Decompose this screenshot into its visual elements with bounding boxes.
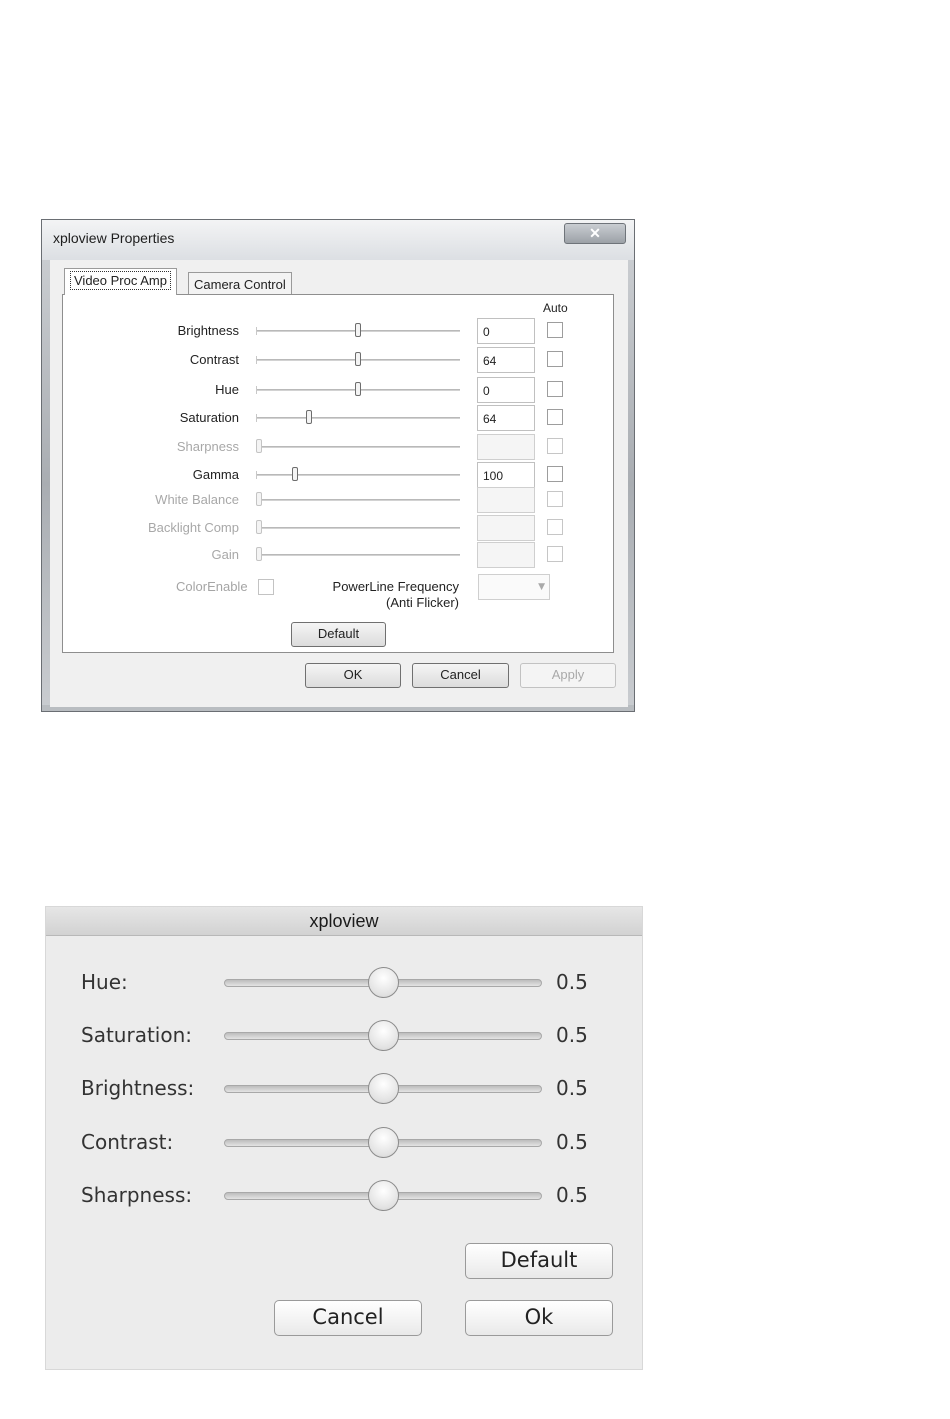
property-slider-thumb[interactable] (256, 439, 262, 453)
property-row (63, 348, 615, 374)
property-value-field[interactable]: 0 (477, 377, 535, 403)
default-button[interactable]: Default (291, 622, 386, 647)
property-slider-track[interactable] (256, 474, 460, 476)
ok-button[interactable]: OK (305, 663, 401, 688)
slider-thumb[interactable] (368, 1073, 399, 1104)
mac-xploview-dialog (45, 906, 643, 1370)
property-value-field (477, 434, 535, 460)
property-slider-thumb[interactable] (355, 323, 361, 337)
slider-thumb[interactable] (368, 1020, 399, 1051)
slider-tick (256, 356, 257, 364)
powerline-frequency-select[interactable] (478, 574, 550, 600)
slider-tick (256, 414, 257, 422)
property-slider-track[interactable] (256, 554, 460, 556)
slider-value: 0.5 (556, 970, 588, 994)
windows-properties-dialog (41, 219, 635, 712)
slider-row (46, 1122, 644, 1162)
property-slider-thumb[interactable] (355, 382, 361, 396)
property-slider-track[interactable] (256, 527, 460, 529)
slider-tick (256, 386, 257, 394)
auto-checkbox[interactable] (547, 491, 563, 507)
property-row (63, 378, 615, 404)
property-slider-thumb[interactable] (256, 520, 262, 534)
property-label: Contrast (189, 352, 239, 367)
powerline-frequency-label (299, 579, 459, 611)
slider-label: Brightness: (81, 1076, 195, 1100)
property-row (63, 319, 615, 345)
property-label: Brightness (177, 323, 239, 338)
property-row (63, 543, 615, 569)
property-value-field[interactable]: 100 (477, 462, 535, 488)
property-slider-thumb[interactable] (256, 547, 262, 561)
property-slider-track[interactable] (256, 417, 460, 419)
window-titlebar[interactable] (46, 907, 642, 936)
tab-label: Camera Control (194, 277, 286, 292)
property-row (63, 488, 615, 514)
property-label: Backlight Comp (147, 520, 239, 535)
property-label: White Balance (155, 492, 239, 507)
slider-thumb[interactable] (368, 1127, 399, 1158)
property-value-field (477, 515, 535, 541)
slider-tick (256, 471, 257, 479)
color-enable-checkbox[interactable] (258, 579, 274, 595)
apply-button[interactable]: Apply (520, 663, 616, 688)
auto-checkbox[interactable] (547, 466, 563, 482)
property-slider-track[interactable] (256, 499, 460, 501)
cancel-button[interactable]: Cancel (274, 1300, 422, 1336)
video-proc-amp-pane (62, 294, 614, 653)
cancel-button[interactable]: Cancel (412, 663, 509, 688)
slider-value: 0.5 (556, 1183, 588, 1207)
property-slider-thumb[interactable] (292, 467, 298, 481)
property-slider-thumb[interactable] (256, 492, 262, 506)
close-button[interactable] (564, 223, 626, 244)
property-row (63, 406, 615, 432)
slider-thumb[interactable] (368, 967, 399, 998)
slider-value: 0.5 (556, 1130, 588, 1154)
slider-value: 0.5 (556, 1023, 588, 1047)
auto-checkbox[interactable] (547, 381, 563, 397)
property-slider-thumb[interactable] (306, 410, 312, 424)
property-row (63, 463, 615, 489)
tab-camera-control[interactable] (188, 272, 292, 295)
slider-label: Saturation: (81, 1023, 192, 1047)
property-label: Saturation (179, 410, 239, 425)
property-value-field (477, 542, 535, 568)
slider-label: Contrast: (81, 1130, 174, 1154)
slider-label: Hue: (81, 970, 128, 994)
ok-button[interactable]: Ok (465, 1300, 613, 1336)
property-slider-thumb[interactable] (355, 352, 361, 366)
slider-tick (256, 327, 257, 335)
slider-row (46, 1015, 644, 1055)
tab-video-proc-amp[interactable] (64, 268, 177, 295)
auto-checkbox[interactable] (547, 438, 563, 454)
slider-row (46, 962, 644, 1002)
default-button[interactable]: Default (465, 1243, 613, 1279)
slider-row (46, 1175, 644, 1215)
property-label: Hue (215, 382, 239, 397)
window-frame-left (42, 260, 50, 708)
property-row (63, 516, 615, 542)
auto-checkbox[interactable] (547, 519, 563, 535)
property-value-field (477, 487, 535, 513)
close-icon: ✕ (589, 225, 601, 241)
property-label: Gain (211, 547, 239, 562)
window-client-area (50, 260, 628, 707)
chevron-down-icon: ▼ (538, 582, 545, 592)
property-label: Sharpness (176, 439, 239, 454)
property-value-field[interactable]: 64 (477, 347, 535, 373)
auto-checkbox[interactable] (547, 409, 563, 425)
window-titlebar[interactable] (42, 220, 634, 260)
color-enable-label: ColorEnable (176, 579, 248, 594)
property-value-field[interactable]: 64 (477, 405, 535, 431)
auto-checkbox[interactable] (547, 351, 563, 367)
auto-checkbox[interactable] (547, 546, 563, 562)
window-title: xploview (309, 911, 379, 931)
powerline-label-line1: PowerLine Frequency (332, 579, 459, 594)
auto-checkbox[interactable] (547, 322, 563, 338)
powerline-label-line2: (Anti Flicker) (386, 595, 459, 610)
slider-value: 0.5 (556, 1076, 588, 1100)
slider-row (46, 1068, 644, 1108)
slider-thumb[interactable] (368, 1180, 399, 1211)
tab-label: Video Proc Amp (70, 271, 171, 290)
property-label: Gamma (192, 467, 239, 482)
slider-label: Sharpness: (81, 1183, 193, 1207)
auto-column-header: Auto (543, 301, 568, 315)
property-slider-track[interactable] (256, 446, 460, 448)
property-row (63, 435, 615, 461)
window-title: xploview Properties (53, 230, 175, 246)
property-value-field[interactable]: 0 (477, 318, 535, 344)
